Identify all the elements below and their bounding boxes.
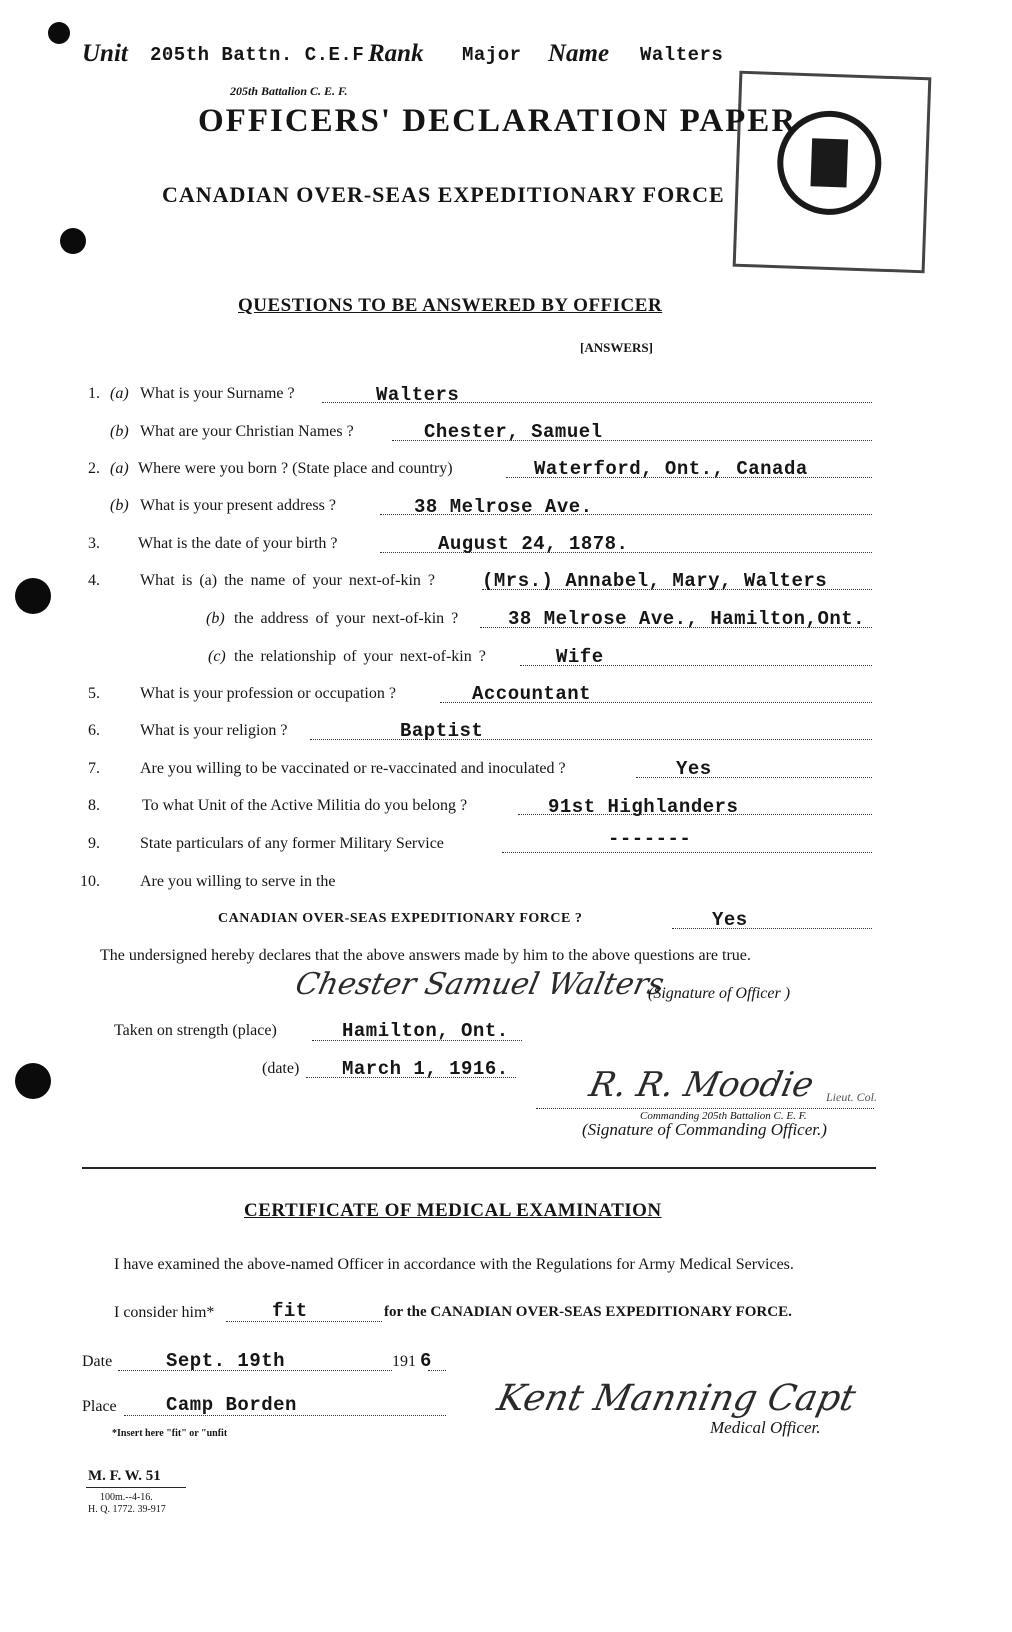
co-signature-label: (Signature of Commanding Officer.) (582, 1120, 827, 1139)
officer-signature: Chester Samuel Walters (292, 967, 668, 1002)
q7-line (636, 777, 872, 778)
q1a-answer: Walters (376, 384, 460, 406)
medical-footnote: *Insert here "fit" or "unfit (112, 1428, 228, 1439)
q4c-text: the relationship of your next-of-kin ? (234, 648, 486, 665)
co-commanding: Commanding 205th Battalion C. E. F. (640, 1110, 807, 1122)
q4a-answer: (Mrs.) Annabel, Mary, Walters (482, 570, 828, 592)
q1b-prefix: (b) (110, 423, 129, 440)
q7-text: Are you willing to be vaccinated or re-vaccinated and inoculated ? (140, 760, 566, 777)
punch-hole-lower (15, 1063, 51, 1099)
medical-examined-text: I have examined the above-named Officer in accordance with the Regulations for Army Medical Services. (114, 1256, 794, 1273)
q4-text: What is (a) the name of your next-of-kin ? (140, 572, 436, 589)
page-title: OFFICERS' DECLARATION PAPER (198, 103, 798, 139)
declaration-text: The undersigned hereby declares that the above answers made by him to the above questions are true. (100, 947, 751, 964)
q2a-num: 2. (88, 460, 100, 477)
officer-signature-label: (Signature of Officer ) (648, 985, 791, 1002)
q9-text: State particulars of any former Military Service (140, 835, 444, 852)
q9-line (502, 852, 872, 853)
stamp-mark (810, 138, 848, 187)
q8-text: To what Unit of the Active Militia do you belong ? (142, 797, 468, 814)
q2a-prefix: (a) (110, 460, 129, 477)
q2b-prefix: (b) (110, 497, 129, 514)
rank-label: Rank (368, 40, 424, 67)
q5-num: 5. (88, 685, 100, 702)
medical-consider-value: fit (272, 1300, 308, 1322)
q3-num: 3. (88, 535, 100, 552)
page-subtitle: CANADIAN OVER-SEAS EXPEDITIONARY FORCE (162, 182, 725, 207)
taken-date: March 1, 1916. (342, 1058, 509, 1080)
q10-line2-text: CANADIAN OVER-SEAS EXPEDITIONARY FORCE ? (218, 911, 583, 926)
q6-text: What is your religion ? (140, 722, 288, 739)
q10-num: 10. (80, 873, 100, 890)
medical-date-label: Date (82, 1353, 113, 1370)
medical-consider-suffix: for the CANADIAN OVER-SEAS EXPEDITIONARY FORCE. (384, 1304, 792, 1320)
medical-heading: CERTIFICATE OF MEDICAL EXAMINATION (244, 1200, 662, 1221)
q7-num: 7. (88, 760, 100, 777)
medical-year-prefix: 191 (392, 1353, 416, 1370)
q9-answer: ------- (608, 828, 692, 850)
q4c-prefix: (c) (208, 648, 226, 665)
medical-year-line (428, 1370, 446, 1371)
q4-num: 4. (88, 572, 100, 589)
q4c-answer: Wife (556, 646, 604, 668)
form-number-underline (86, 1487, 186, 1488)
q4b-answer: 38 Melrose Ave., Hamilton,Ont. (508, 608, 866, 630)
co-signature-line (536, 1108, 874, 1109)
unit-label: Unit (82, 40, 128, 67)
q1a-num: 1. (88, 385, 100, 402)
name-value: Walters (640, 44, 724, 66)
punch-hole-middle (15, 578, 51, 614)
co-signature: R. R. Moodie (585, 1065, 818, 1105)
q6-answer: Baptist (400, 720, 484, 742)
medical-place-value: Camp Borden (166, 1394, 297, 1416)
q8-answer: 91st Highlanders (548, 796, 739, 818)
q5-answer: Accountant (472, 683, 592, 705)
medical-date-value: Sept. 19th (166, 1350, 286, 1372)
medical-signature: Kent Manning Capt (493, 1378, 860, 1419)
medical-officer-label: Medical Officer. (710, 1418, 821, 1437)
battalion-stamp: 205th Battalion C. E. F. (230, 84, 348, 98)
q4b-prefix: (b) (206, 610, 225, 627)
q10-text: Are you willing to serve in the (140, 873, 336, 890)
taken-date-label: (date) (262, 1060, 300, 1077)
registry-stamp (733, 71, 932, 274)
q10-line (672, 928, 872, 929)
q8-num: 8. (88, 797, 100, 814)
rank-value: Major (462, 44, 522, 66)
form-print-1: 100m.--4-16. (100, 1492, 153, 1503)
unit-value: 205th Battn. C.E.F (150, 44, 365, 66)
q2a-answer: Waterford, Ont., Canada (534, 458, 808, 480)
q2a-text: Where were you born ? (State place and country) (138, 460, 453, 477)
section-divider (82, 1167, 876, 1169)
medical-year-digit: 6 (420, 1350, 432, 1372)
q3-text: What is the date of your birth ? (138, 535, 338, 552)
q5-text: What is your profession or occupation ? (140, 685, 396, 702)
name-label: Name (548, 40, 610, 67)
q4b-text: the address of your next-of-kin ? (234, 610, 459, 627)
q3-answer: August 24, 1878. (438, 533, 629, 555)
taken-on-strength-label: Taken on strength (place) (114, 1022, 277, 1039)
form-print-2: H. Q. 1772. 39-917 (88, 1504, 166, 1515)
punch-hole-upper (60, 228, 86, 254)
q6-num: 6. (88, 722, 100, 739)
q6-line (310, 739, 872, 740)
q9-num: 9. (88, 835, 100, 852)
punch-hole-top (48, 22, 70, 44)
medical-place-label: Place (82, 1398, 117, 1415)
co-title: Lieut. Col. (826, 1090, 878, 1104)
q7-answer: Yes (676, 758, 712, 780)
q10-answer: Yes (712, 909, 748, 931)
questions-heading: QUESTIONS TO BE ANSWERED BY OFFICER (238, 295, 663, 316)
medical-consider-prefix: I consider him* (114, 1304, 215, 1321)
taken-place: Hamilton, Ont. (342, 1020, 509, 1042)
q2b-answer: 38 Melrose Ave. (414, 496, 593, 518)
q1a-text: What is your Surname ? (140, 385, 295, 402)
q1b-text: What are your Christian Names ? (140, 423, 354, 440)
q1a-prefix: (a) (110, 385, 129, 402)
q2b-text: What is your present address ? (140, 497, 336, 514)
answers-label: [ANSWERS] (580, 340, 653, 355)
q1b-answer: Chester, Samuel (424, 421, 603, 443)
form-number: M. F. W. 51 (88, 1468, 161, 1484)
